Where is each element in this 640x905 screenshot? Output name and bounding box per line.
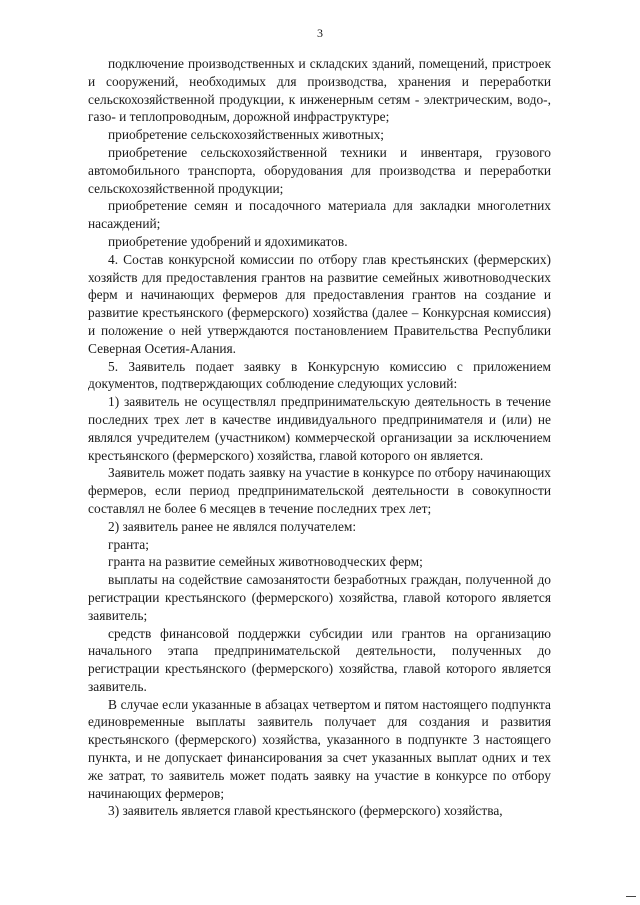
paragraph-animals-purchase: приобретение сельскохозяйственных животных; [108, 127, 385, 143]
paragraph-machinery-purchase: приобретение сельскохозяйственной техники и инвентаря, грузового автомобильного транспорта, оборудования для производства и переработки сельскохозяйственной продукции; [88, 144, 551, 196]
paragraph-clause-4: 4. Состав конкурсной комиссии по отбору глав крестьянских (фермерских) хозяйств для предоставления грантов на развитие семейных животноводческих ферм и начинающих фермеров для предоставления грантов на создание и развитие крестьянского (фермерского) хозяйства (далее – Конкурсная комиссия) и положение о ней утверждаются постановлением Правительства Республики Северная Осетия-Алания. [88, 251, 551, 356]
paragraph-condition-2: 2) заявитель ранее не являлся получателем: [108, 518, 357, 534]
paragraph-connection-infrastructure: подключение производственных и складских зданий, помещений, пристроек и сооружений, необходимых для производства, хранения и переработки сельскохозяйственной продукции, к инженерным сетям - электрическим, водо-, газо- и теплопроводным, дорожной инфраструктуре; [88, 56, 551, 125]
paragraph-fertilizers-purchase: приобретение удобрений и ядохимикатов. [108, 233, 348, 249]
paragraph-condition-1: 1) заявитель не осуществлял предпринимательскую деятельность в течение последних трех лет в качестве индивидуального предпринимателя и (или) не являлся учредителем (участником) коммерческой организации за исключением крестьянского (фермерского) хозяйства, главой которого он является. [88, 394, 551, 463]
paragraph-condition-1-note: Заявитель может подать заявку на участие в конкурсе по отбору начинающих фермеров, если период предпринимательской деятельности в совокупности составлял не более 6 месяцев в течение последних трех лет; [88, 465, 551, 516]
paragraph-family-farm-grant: гранта на развитие семейных животноводческих ферм; [108, 554, 423, 570]
document-body [88, 55, 551, 820]
paragraph-clause-5: 5. Заявитель подает заявку в Конкурсную комиссию с приложением документов, подтверждающих соблюдение следующих условий: [88, 358, 551, 392]
paragraph-condition-3: 3) заявитель является главой крестьянского (фермерского) хозяйства, [108, 803, 503, 819]
paragraph-seeds-purchase: приобретение семян и посадочного материала для закладки многолетних насаждений; [88, 198, 551, 232]
page-number: 3 [317, 26, 323, 40]
paragraph-financial-support: средств финансовой поддержки субсидии или грантов на организацию начального этапа предпринимательской деятельности, полученных до регистрации крестьянского (фермерского) хозяйства, главой которого является заявитель. [88, 625, 551, 694]
scan-edge-mark [626, 896, 636, 897]
paragraph-self-employment-payment: выплаты на содействие самозанятости безработных граждан, полученной до регистрации крестьянского (фермерского) хозяйства, главой которого является заявитель; [88, 572, 551, 623]
paragraph-exception-note: В случае если указанные в абзацах четвертом и пятом настоящего подпункта единовременные выплаты заявитель получает для создания и развития крестьянского (фермерского) хозяйства, указанного в подпункте 3 настоящего пункта, и не допускает финансирования за счет указанных выплат одних и тех же затрат, то заявитель может подать заявку на участие в конкурсе по отбору начинающих фермеров; [88, 696, 551, 801]
paragraph-grant: гранта; [108, 536, 149, 552]
